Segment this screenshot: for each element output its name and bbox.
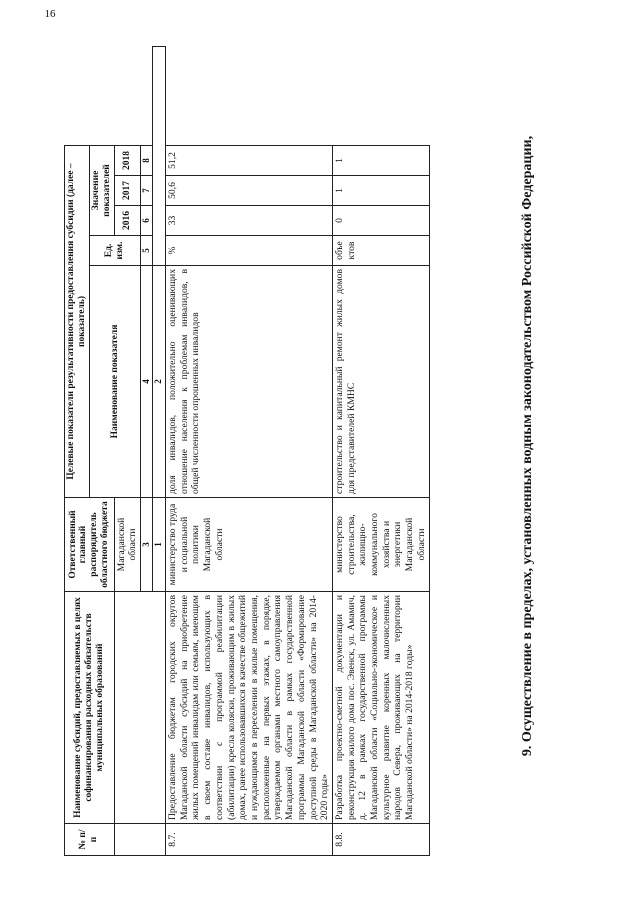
header-indicators: Целевые показатели результативности предоставления субсидии (далее – показатель) [65,145,90,497]
header-year-2018: 2018 [114,145,140,175]
value-2018: 51,2 [166,145,333,175]
table-row [166,47,333,856]
value-2017: 1 [332,176,429,206]
header-number: № п/п [65,824,115,856]
subsidy-name: Предоставление бюджетам городских округов Магаданской области субсидий на приобретение жилых помещений инвалидам или семьям, имеющим в своем составе инвалидов, использующих в соответствии с программой реабилитации (абилитации) кресла коляски, проживающим в жилых домах, ранее использовавшихся в качестве общежитий и нуждающимся в переселении в жилые помещения, расположенные на первых этажах, в порядке, утверждаемом органами местного самоуправления Магаданской области в рамках государственной программы Магаданской области «Формирование доступной среды в Магаданской области» на 2014-2020 годы» [166,592,333,824]
cell-blank [153,47,166,266]
value-2017: 50,6 [166,176,333,206]
header-year-2017: 2017 [114,176,140,206]
header-unit: Ед. изм. [89,236,140,266]
col-number-6: 6 [141,206,153,236]
table-row [332,47,429,856]
col-number-3: 3 [141,498,153,592]
rotated-page-content [64,36,594,856]
page-number: 16 [44,8,56,20]
header-manager: Ответственный главный распорядитель областного бюджета [65,498,115,592]
section-heading: 9. Осуществление в пределах, установленных водным законодательством Российской Федерации, [520,135,535,757]
col-number-7: 7 [141,176,153,206]
header-indicator-name: Наименование показателя [89,266,140,498]
cell-empty-name [114,592,165,824]
col-number-8: 8 [141,145,153,175]
header-values: Значение показателей [89,145,114,235]
col-number-5: 5 [141,236,153,266]
header-subsidy-name: Наименование субсидий, предоставляемых в целях софинансирования расходных обязательств муниципальных образований [65,592,115,824]
col-number-1: 1 [153,498,166,592]
value-2016: 33 [166,206,333,236]
row-number: 8.8. [332,824,429,856]
cell-manager-top: Магаданской области [114,498,140,592]
value-2016: 0 [332,206,429,236]
subsidy-table [64,46,430,856]
responsible-manager: министерство труда и социальной политики Магаданской области [166,498,333,592]
value-2018: 1 [332,145,429,175]
unit: объектов [332,236,429,266]
unit: % [166,236,333,266]
responsible-manager: министерство строительства, жилищно-коммунального хозяйства и энергетики Магаданской области [332,498,429,592]
subsidy-name: Разработка проектно-сметной документации и реконструкция жилого дома пос. Эвенск, ул. Амамич, д. 12 в рамках государственной программы Магаданской области «Социально-экономическое и культурное развитие коренных малочисленных народов Севера, проживающих на территории Магаданской области» на 2014-2018 годы» [332,592,429,824]
header-year-2016: 2016 [114,206,140,236]
col-number-2: 2 [153,266,166,498]
indicator-name: доля инвалидов, положительно оценивающих отношение населения к проблемам инвалидов, в общей численности опрошенных инвалидов [166,266,333,498]
cell-empty-no [114,824,165,856]
row-number: 8.7. [166,824,333,856]
indicator-name: строительство и капитальный ремонт жилых домов для представителей КМНС [332,266,429,498]
col-number-4: 4 [141,266,153,498]
